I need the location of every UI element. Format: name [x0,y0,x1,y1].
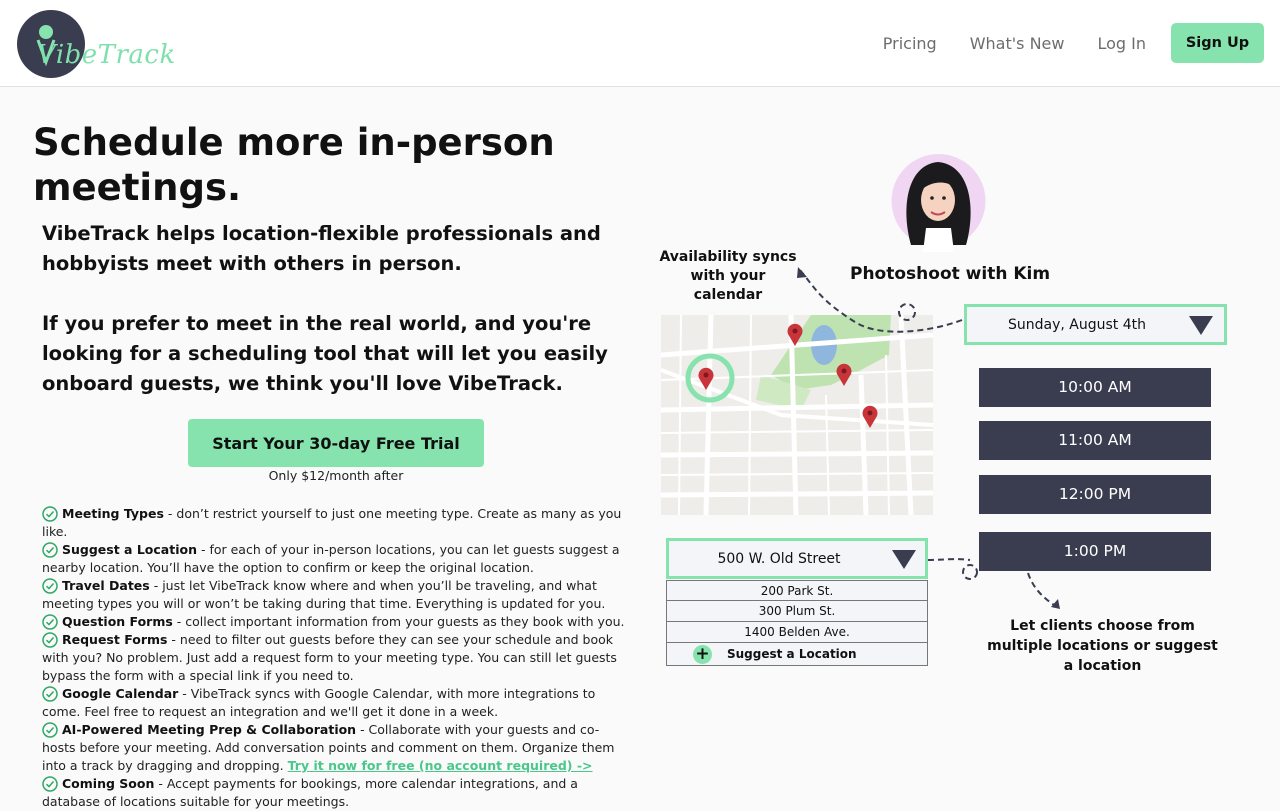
intro-paragraph-2: If you prefer to meet in the real world, and you're looking for a scheduling tool that will let you easily onboard guests, we think you'll love VibeTrack. [42,312,608,395]
location-options [666,580,928,666]
feature-item [42,577,632,613]
map-image [661,315,933,515]
chevron-down-icon [892,550,916,569]
location-select-value: 500 W. Old Street [717,551,841,567]
check-circle-icon [42,776,58,792]
arrow-head-icon [1051,599,1060,609]
feature-text: - Accept payments for bookings, more calendar integrations, and a database of locations suitable for your meetings. [42,776,578,809]
feature-text: - collect important information from your guests as they book with you. [172,614,625,629]
feature-item [42,613,632,631]
feature-title: Question Forms [62,614,173,629]
logo-wordmark: VibeTrack [37,40,176,70]
feature-list [42,505,632,811]
try-it-link[interactable]: Try it now for free (no account required) -> [287,758,593,773]
check-circle-icon [42,686,58,702]
feature-text: - Collaborate with your guests and co-hosts before your meeting. Add conversation points and comment on them. Organize them into a track by dragging and dropping. [42,722,615,773]
product-illustration [640,140,1240,674]
top-nav [883,23,1264,63]
feature-title: Suggest a Location [62,542,197,557]
feature-text: - don’t restrict yourself to just one meeting type. Create as many as you like. [42,506,622,539]
price-note: Only $12/month after [268,468,404,483]
feature-item [42,505,632,541]
feature-item [42,541,632,577]
feature-text: - just let VibeTrack know where and when you’ll be traveling, and what meeting types you will or won’t be taking during that time. Everything is updated for you. [42,578,606,611]
map-pin-icon [861,405,879,429]
availability-note: Availability syncs with your calendar [659,249,797,303]
feature-title: Google Calendar [62,686,179,701]
feature-item [42,775,632,811]
time-slot[interactable]: 1:00 PM [979,532,1211,571]
suggest-location-label: Suggest a Location [727,647,857,661]
date-select[interactable] [964,304,1227,345]
location-select[interactable] [666,538,928,579]
feature-text: - for each of your in-person locations, you can let guests suggest a nearby location. You’ll have the option to confirm or keep the original location. [42,542,620,575]
site-header [0,0,1280,87]
feature-item [42,685,632,721]
check-circle-icon [42,632,58,648]
feature-text: - need to filter out guests before they can see your schedule and book with you? No problem. Just add a request form to your meeting type. You can still let guests bypass the form with a special link if you need to. [42,632,617,683]
free-trial-button[interactable]: Start Your 30-day Free Trial [188,419,484,467]
check-circle-icon [42,578,58,594]
clients-note: Let clients choose from multiple locations or suggest a location [987,618,1218,674]
time-slot[interactable]: 12:00 PM [979,475,1211,514]
plus-icon: + [693,645,712,664]
feature-title: Coming Soon [62,776,155,791]
intro [42,219,642,399]
meeting-title: Photoshoot with Kim [850,264,1051,284]
nav-whats-new[interactable]: What's New [969,33,1065,53]
feature-item [42,631,632,685]
feature-title: Meeting Types [62,506,164,521]
avatar [891,150,986,252]
feature-text: - VibeTrack syncs with Google Calendar, with more integrations to come. Feel free to request an integration and we'll get it done in a week. [42,686,596,719]
check-circle-icon [42,722,58,738]
nav-pricing[interactable]: Pricing [882,33,937,53]
map-pin-icon [786,323,804,347]
time-slot[interactable]: 11:00 AM [979,421,1211,460]
location-option[interactable]: 200 Park St. [666,580,928,601]
page-title: Schedule more in-person meetings. [33,121,555,209]
check-circle-icon [42,506,58,522]
date-select-value: Sunday, August 4th [1008,317,1146,333]
vibetrack-logo[interactable] [17,10,177,80]
intro-paragraph-1: VibeTrack helps location-flexible professionals and hobbyists meet with others in person. [42,222,601,275]
location-option[interactable]: 300 Plum St. [666,601,928,622]
chevron-down-icon [1189,316,1213,335]
time-slot[interactable]: 10:00 AM [979,368,1211,407]
feature-title: Request Forms [62,632,168,647]
feature-title: AI-Powered Meeting Prep & Collaboration [62,722,357,737]
map-pin-icon [835,363,853,387]
sign-up-button[interactable]: Sign Up [1171,23,1264,63]
suggest-location-option[interactable] [666,643,928,666]
map-pin-icon [697,367,715,391]
check-circle-icon [42,614,58,630]
feature-title: Travel Dates [62,578,150,593]
check-circle-icon [42,542,58,558]
location-option[interactable]: 1400 Belden Ave. [666,622,928,643]
arrow-head-icon [797,267,807,278]
nav-log-in[interactable]: Log In [1097,33,1146,53]
feature-item [42,721,632,775]
